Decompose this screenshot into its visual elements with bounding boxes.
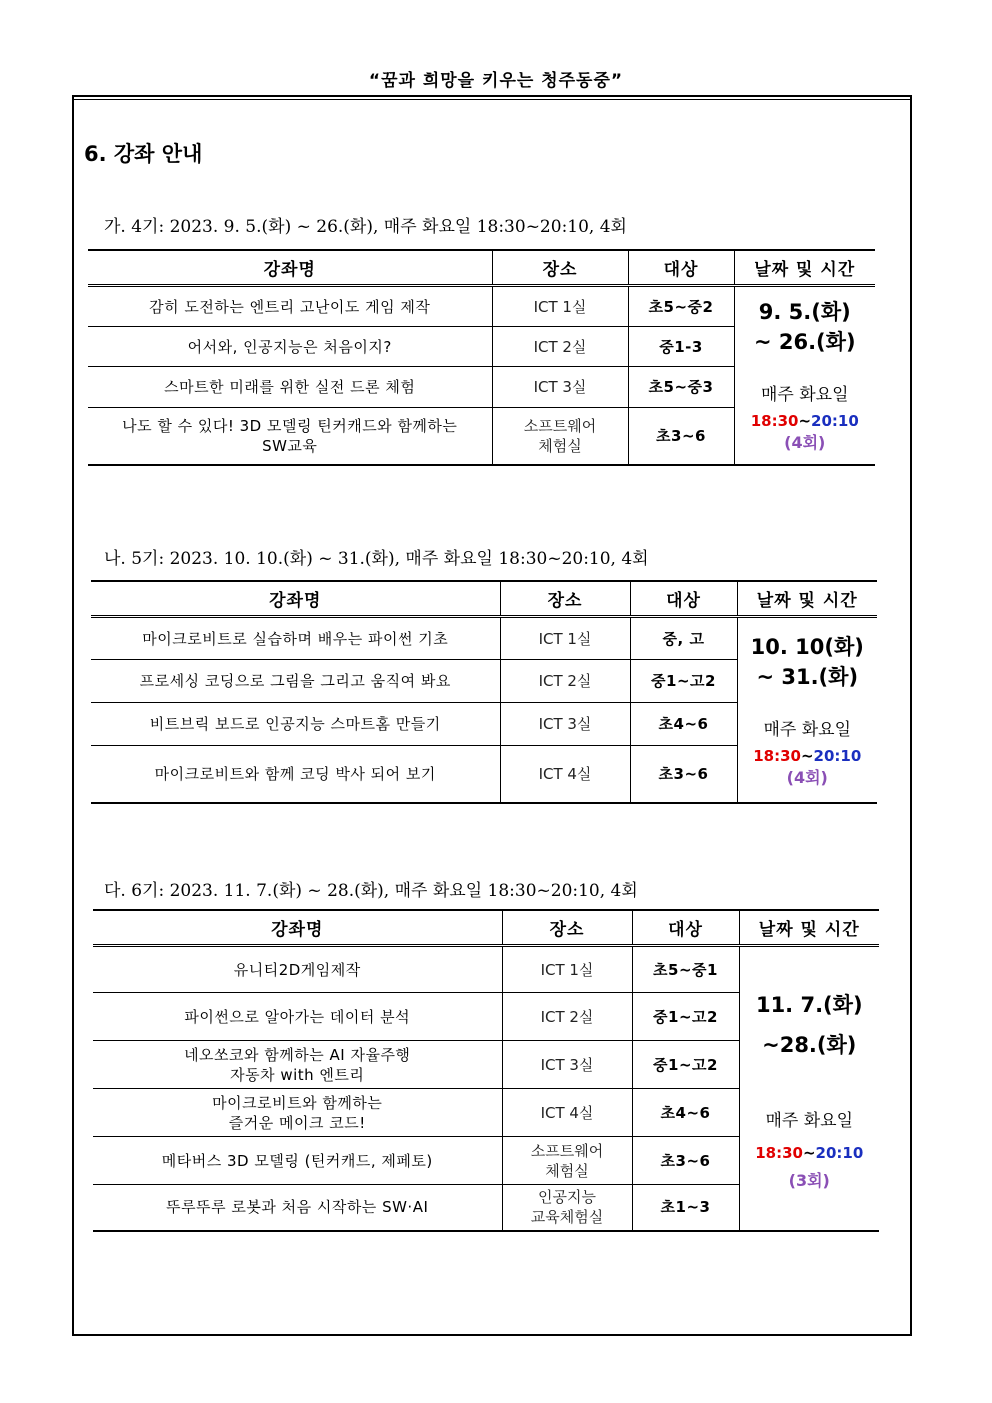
- col-target: 대상: [630, 581, 737, 617]
- schedule-date-end: ~ 26.(화): [753, 330, 856, 355]
- course-room: ICT 2실: [492, 327, 628, 367]
- col-schedule: 날짜 및 시간: [739, 910, 879, 946]
- course-target: 초5~중3: [628, 367, 734, 408]
- course-room-line2: 교육체험실: [530, 1208, 604, 1227]
- course-name-line1: 나도 할 수 있다! 3D 모델링 틴커캐드와 함께하는: [122, 416, 458, 435]
- course-target: 초3~6: [632, 1137, 739, 1185]
- col-course-name: 강좌명: [91, 581, 500, 617]
- course-name: [88, 408, 492, 465]
- schedule-weekly: 매주 화요일: [763, 719, 851, 740]
- schedule-time: [740, 1143, 880, 1163]
- schedule-date-start: 9. 5.(화): [758, 300, 851, 325]
- course-room: ICT 3실: [500, 703, 630, 746]
- course-room: [502, 1185, 632, 1231]
- col-room: 장소: [500, 581, 630, 617]
- time-end: 20:10: [811, 412, 859, 431]
- course-name: 유니티2D게임제작: [93, 946, 502, 993]
- course-name-line1: 마이크로비트와 함께하는: [212, 1093, 383, 1112]
- frame-inner-rule: [72, 99, 912, 100]
- course-room-line1: 인공지능: [538, 1188, 596, 1207]
- course-name: 파이썬으로 알아가는 데이터 분석: [93, 993, 502, 1041]
- schedule-count: (3회): [788, 1171, 830, 1191]
- schedule-date-start: 11. 7.(화): [755, 993, 863, 1018]
- schedule-cell: [734, 286, 875, 465]
- course-name: 감히 도전하는 엔트리 고난이도 게임 제작: [88, 286, 492, 327]
- col-target: 대상: [628, 250, 734, 286]
- schedule-time: [735, 411, 876, 431]
- time-start: 18:30: [753, 746, 801, 765]
- course-room: ICT 3실: [492, 367, 628, 408]
- schedule-date-end: ~ 31.(화): [756, 664, 859, 689]
- time-start: 18:30: [755, 1144, 803, 1163]
- course-room: [502, 1137, 632, 1185]
- table-header-row: [88, 250, 875, 286]
- course-room-line2: 체험실: [538, 436, 582, 455]
- course-room: ICT 4실: [500, 746, 630, 803]
- schedule-date-end: ~28.(화): [762, 1033, 857, 1058]
- course-target: 초4~6: [630, 703, 737, 746]
- course-target: 초5~중1: [632, 946, 739, 993]
- table-header-row: [91, 581, 877, 617]
- course-target: 중1-3: [628, 327, 734, 367]
- col-target: 대상: [632, 910, 739, 946]
- course-name: [93, 1089, 502, 1137]
- course-name: 스마트한 미래를 위한 실전 드론 체험: [88, 367, 492, 408]
- course-name: 마이크로비트로 실습하며 배우는 파이썬 기초: [91, 617, 500, 660]
- course-room: ICT 2실: [500, 660, 630, 703]
- course-target: 중, 고: [630, 617, 737, 660]
- col-schedule: 날짜 및 시간: [737, 581, 877, 617]
- col-room: 장소: [492, 250, 628, 286]
- course-room: ICT 2실: [502, 993, 632, 1041]
- course-table-4: [88, 249, 875, 466]
- schedule-time: [738, 746, 878, 766]
- table-header-row: [93, 910, 879, 946]
- course-room: ICT 1실: [502, 946, 632, 993]
- course-name: 메타버스 3D 모델링 (틴커캐드, 제페토): [93, 1137, 502, 1185]
- table-row: [93, 946, 879, 993]
- course-name-line2: 자동차 with 엔트리: [230, 1065, 365, 1084]
- time-start: 18:30: [750, 412, 799, 431]
- course-name: 마이크로비트와 함께 코딩 박사 되어 보기: [91, 746, 500, 803]
- course-room: ICT 1실: [500, 617, 630, 660]
- col-schedule: 날짜 및 시간: [734, 250, 875, 286]
- course-room-line1: 소프트웨어: [530, 1141, 604, 1160]
- course-room-line2: 체험실: [545, 1161, 589, 1180]
- schedule-count: (4회): [784, 433, 826, 453]
- table-row: [91, 617, 877, 660]
- term-title-5: 나. 5기: 2023. 10. 10.(화) ~ 31.(화), 매주 화요일 18:30~20:10, 4회: [104, 549, 649, 569]
- course-name: [93, 1041, 502, 1089]
- course-target: 중1~고2: [632, 993, 739, 1041]
- course-name: 뚜루뚜루 로봇과 처음 시작하는 SW·AI: [93, 1185, 502, 1231]
- page-header: “꿈과 희망을 키우는 청주동중”: [368, 71, 624, 91]
- table-row: [88, 286, 875, 327]
- course-target: 초3~6: [628, 408, 734, 465]
- schedule-cell: [739, 946, 879, 1231]
- course-table-6: [93, 909, 879, 1232]
- course-name: 비트브릭 보드로 인공지능 스마트홈 만들기: [91, 703, 500, 746]
- course-target: 초3~6: [630, 746, 737, 803]
- course-room: ICT 3실: [502, 1041, 632, 1089]
- col-course-name: 강좌명: [93, 910, 502, 946]
- course-target: 중1~고2: [632, 1041, 739, 1089]
- course-room: [492, 408, 628, 465]
- time-separator: ~: [798, 412, 812, 431]
- course-name-line2: SW교육: [262, 436, 318, 455]
- course-target: 초5~중2: [628, 286, 734, 327]
- section-title: 6. 강좌 안내: [84, 142, 203, 166]
- col-room: 장소: [502, 910, 632, 946]
- term-title-6: 다. 6기: 2023. 11. 7.(화) ~ 28.(화), 매주 화요일 18:30~20:10, 4회: [104, 881, 638, 901]
- course-target: 초4~6: [632, 1089, 739, 1137]
- course-room: ICT 4실: [502, 1089, 632, 1137]
- time-end: 20:10: [813, 746, 862, 765]
- course-room-line1: 소프트웨어: [523, 416, 597, 435]
- schedule-cell: [737, 617, 877, 803]
- time-separator: ~: [800, 746, 814, 765]
- course-table-5: [91, 580, 877, 804]
- term-title-4: 가. 4기: 2023. 9. 5.(화) ~ 26.(화), 매주 화요일 18:30~20:10, 4회: [104, 217, 627, 237]
- course-room: ICT 1실: [492, 286, 628, 327]
- course-name-line2: 즐거운 메이크 코드!: [228, 1113, 366, 1132]
- course-name: 프로세싱 코딩으로 그림을 그리고 움직여 봐요: [91, 660, 500, 703]
- schedule-date-start: 10. 10(화): [750, 634, 864, 659]
- col-course-name: 강좌명: [88, 250, 492, 286]
- course-name: 어서와, 인공지능은 처음이지?: [88, 327, 492, 367]
- time-separator: ~: [802, 1144, 816, 1163]
- schedule-count: (4회): [786, 767, 828, 787]
- course-name-line1: 네오쏘코와 함께하는 AI 자율주행: [184, 1045, 411, 1064]
- time-end: 20:10: [815, 1144, 864, 1163]
- schedule-weekly: 매주 화요일: [765, 1111, 853, 1132]
- course-target: 중1~고2: [630, 660, 737, 703]
- course-target: 초1~3: [632, 1185, 739, 1231]
- schedule-weekly: 매주 화요일: [760, 385, 849, 406]
